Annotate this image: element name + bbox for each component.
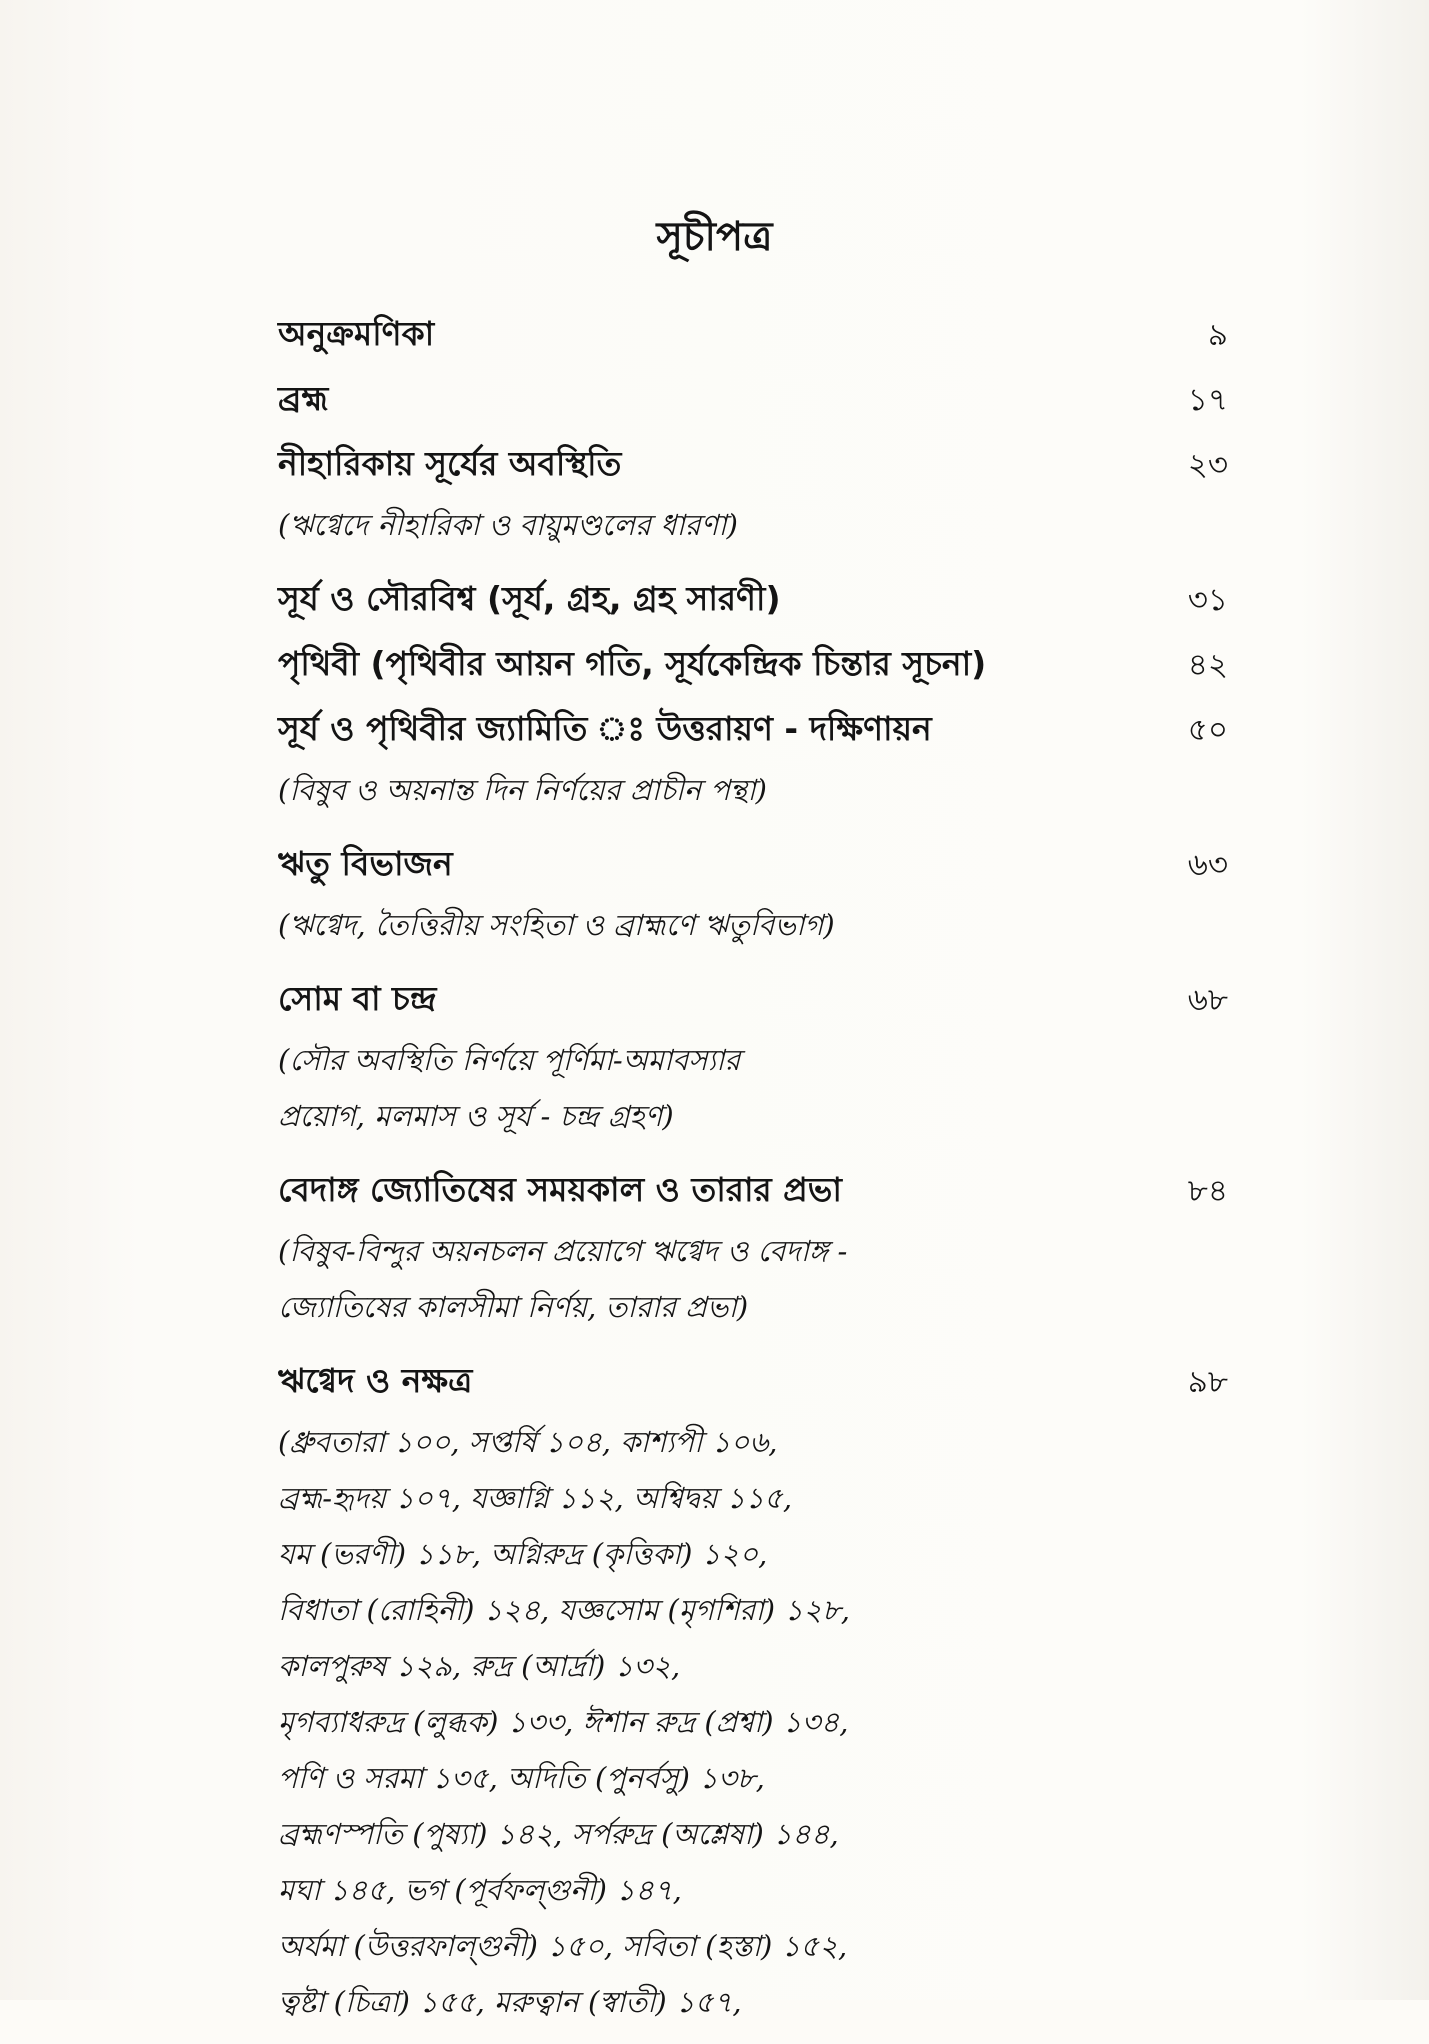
toc-entry [278, 1158, 1228, 1335]
toc-entry-page-number: ৪২ [1187, 647, 1228, 683]
toc-entry-head [278, 967, 1228, 1032]
toc-entry-subtitle: (ঋগ্বেদ, তৈত্তিরীয় সংহিতা ও ব্রাহ্মণে ঋতুবিভাগ) [278, 908, 835, 942]
toc-entry-subtitle: (সৌর অবস্থিতি নির্ণয়ে পূর্ণিমা-অমাবস্যার [278, 1043, 741, 1077]
toc-entry-title: ঋগ্বেদ ও নক্ষত্র [278, 1361, 473, 1400]
toc-entry-subtitle: মঘা ১৪৫, ভগ (পূর্বফল্গুনী) ১৪৭, [278, 1873, 682, 1907]
toc-entry-title: পৃথিবী (পৃথিবীর আয়ন গতি, সূর্যকেন্দ্রিক চিন্তার সূচনা) [278, 644, 987, 683]
toc-entry-subtitle: অর্যমা (উত্তরফাল্গুনী) ১৫০, সবিতা (হস্তা) ১৫২, [278, 1929, 848, 1963]
toc-entry-title: ব্রহ্ম [278, 379, 329, 418]
toc-entry-head [278, 832, 1228, 897]
toc-entry-page-number: ৯৮ [1187, 1364, 1228, 1400]
toc-entry-title: সূর্য ও সৌরবিশ্ব (সূর্য, গ্রহ, গ্রহ সারণী) [278, 579, 781, 618]
toc-entry-subtitle: বিধাতা (রোহিনী) ১২৪, যজ্ঞসোম (মৃগশিরা) ১২৮, [278, 1593, 851, 1627]
toc-entry-head [278, 432, 1228, 497]
toc-entry [278, 1349, 1228, 2030]
toc-entry-subtitle: প্রয়োগ, মলমাস ও সূর্য - চন্দ্র গ্রহণ) [278, 1099, 674, 1133]
toc-entry-head [278, 567, 1228, 632]
toc-entry-head [278, 1349, 1228, 1414]
toc-entry-head [278, 367, 1228, 432]
toc-entry [278, 632, 1228, 697]
toc-entry-page-number: ৫০ [1187, 712, 1228, 748]
toc-entry-subtitle: কালপুরুষ ১২৯, রুদ্র (আর্দ্রা) ১৩২, [278, 1649, 681, 1683]
toc-entry [278, 567, 1228, 632]
toc-entry-subtitle: মৃগব্যাধরুদ্র (লুব্ধক) ১৩৩, ঈশান রুদ্র (প্রশ্বা) ১৩৪, [278, 1705, 849, 1739]
toc-entry [278, 967, 1228, 1144]
toc-entry-title: ঋতু বিভাজন [278, 844, 453, 883]
table-of-contents [278, 302, 1228, 2044]
toc-entry [278, 367, 1228, 432]
toc-entry-title: সোম বা চন্দ্র [278, 979, 437, 1018]
toc-entry-subtitle: (বিষুব-বিন্দুর অয়নচলন প্রয়োগে ঋগ্বেদ ও বেদাঙ্গ - [278, 1234, 848, 1268]
toc-entry-page-number: ৮৪ [1187, 1173, 1228, 1209]
toc-entry-subtitle: (ঋগ্বেদে নীহারিকা ও বায়ুমণ্ডলের ধারণা) [278, 508, 738, 542]
toc-entry-head [278, 697, 1228, 762]
toc-entry-page-number: ৯ [1207, 317, 1228, 353]
toc-entry-subtitle: জ্যোতিষের কালসীমা নির্ণয়, তারার প্রভা) [278, 1290, 749, 1324]
toc-entry-head [278, 302, 1228, 367]
toc-entry-page-number: ২৩ [1187, 447, 1228, 483]
toc-entry-page-number: ৬৮ [1187, 982, 1228, 1018]
toc-entry [278, 832, 1228, 953]
toc-entry-head [278, 1158, 1228, 1223]
toc-entry-page-number: ১৭ [1187, 382, 1228, 418]
toc-entry [278, 432, 1228, 553]
toc-entry-title: সূর্য ও পৃথিবীর জ্যামিতি ঃ উত্তরায়ণ - দক্ষিণায়ন [278, 709, 932, 748]
toc-entry-title: নীহারিকায় সূর্যের অবস্থিতি [278, 444, 622, 483]
toc-entry-subtitle: (ধ্রুবতারা ১০০, সপ্তর্ষি ১০৪, কাশ্যপী ১০৬, [278, 1425, 778, 1459]
toc-entry-page-number: ৩১ [1187, 582, 1228, 618]
toc-entry-subtitle: ব্রহ্মণস্পতি (পুষ্যা) ১৪২, সর্পরুদ্র (অশ্লেষা) ১৪৪, [278, 1817, 839, 1851]
toc-entry-subtitle: যম (ভরণী) ১১৮, অগ্নিরুদ্র (কৃত্তিকা) ১২০, [278, 1537, 768, 1571]
toc-entry-subtitle: ত্বষ্টা (চিত্রা) ১৫৫, মরুত্বান (স্বাতী) ১৫৭, [278, 1985, 742, 2019]
toc-entry-page-number: ৬৩ [1187, 847, 1228, 883]
page-title: সূচীপত্র [656, 214, 773, 260]
toc-entry-subtitle: পণি ও সরমা ১৩৫, অদিতি (পুনর্বসু) ১৩৮, [278, 1761, 765, 1795]
toc-entry-subtitle: ব্রহ্ম-হৃদয় ১০৭, যজ্ঞাগ্নি ১১২, অশ্বিদ্বয় ১১৫, [278, 1481, 793, 1515]
toc-entry [278, 302, 1228, 367]
toc-entry-head [278, 632, 1228, 697]
toc-entry [278, 697, 1228, 818]
toc-entry-subtitle: (বিষুব ও অয়নান্ত দিন নির্ণয়ের প্রাচীন পন্থা) [278, 773, 767, 807]
toc-entry-title: বেদাঙ্গ জ্যোতিষের সময়কাল ও তারার প্রভা [278, 1170, 842, 1209]
toc-entry-title: অনুক্রমণিকা [278, 314, 435, 353]
